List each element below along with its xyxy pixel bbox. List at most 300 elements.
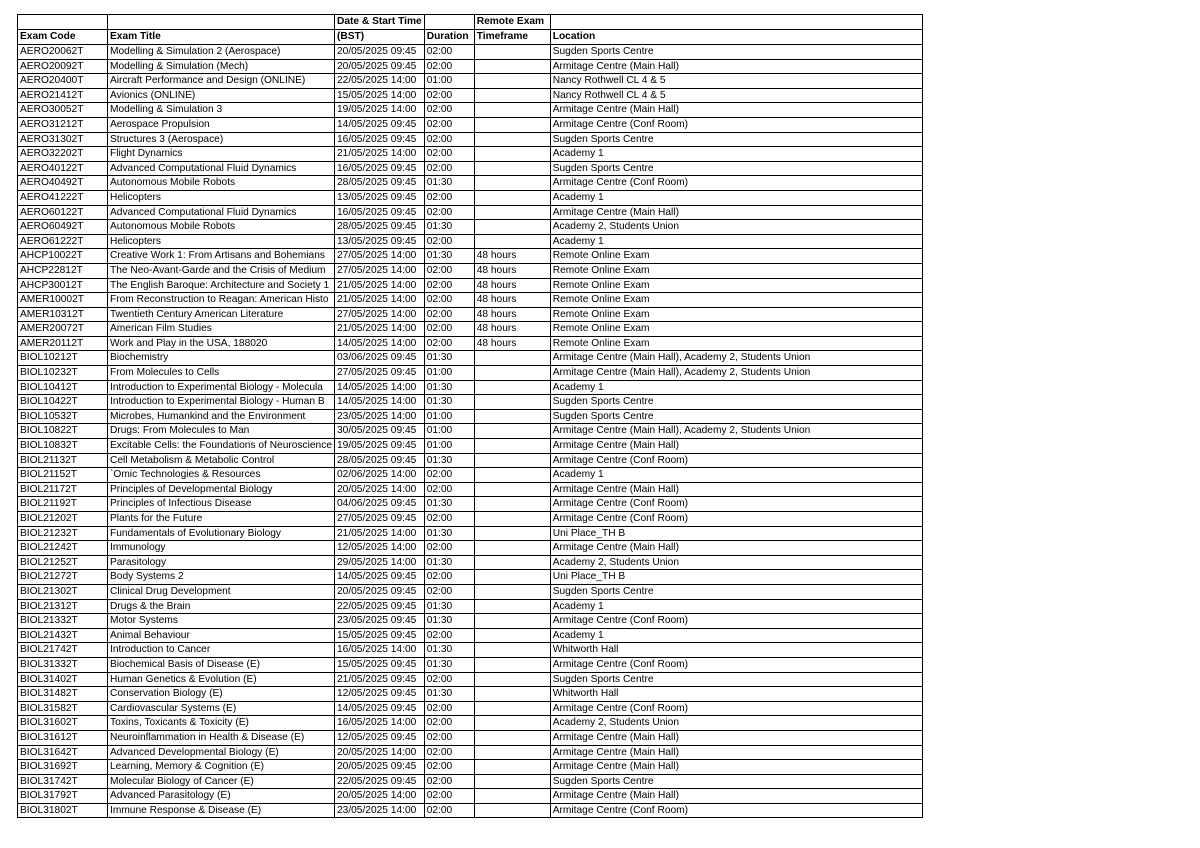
- cell-location: Academy 2, Students Union: [550, 220, 922, 235]
- table-row: [18, 482, 923, 497]
- cell-remote-timeframe: [474, 716, 550, 731]
- table-row: [18, 351, 923, 366]
- cell-exam-code: AERO21412T: [18, 88, 108, 103]
- table-row: [18, 512, 923, 527]
- cell-duration: 01:30: [424, 380, 474, 395]
- header-location: Location: [550, 30, 922, 45]
- cell-remote-timeframe: [474, 526, 550, 541]
- cell-remote-timeframe: [474, 439, 550, 454]
- table-row: [18, 249, 923, 264]
- cell-date-start: 21/05/2025 14:00: [334, 147, 424, 162]
- cell-exam-code: AERO20092T: [18, 59, 108, 74]
- cell-date-start: 22/05/2025 14:00: [334, 74, 424, 89]
- cell-duration: 01:30: [424, 687, 474, 702]
- cell-date-start: 14/05/2025 09:45: [334, 570, 424, 585]
- cell-location: Armitage Centre (Conf Room): [550, 701, 922, 716]
- cell-duration: 02:00: [424, 628, 474, 643]
- cell-remote-timeframe: [474, 803, 550, 818]
- cell-remote-timeframe: [474, 614, 550, 629]
- cell-exam-title: Molecular Biology of Cancer (E): [108, 774, 335, 789]
- cell-date-start: 12/05/2025 14:00: [334, 541, 424, 556]
- cell-date-start: 22/05/2025 09:45: [334, 599, 424, 614]
- cell-exam-title: Principles of Infectious Disease: [108, 497, 335, 512]
- header-location-spacer: [550, 15, 922, 30]
- table-row: [18, 234, 923, 249]
- table-row: [18, 584, 923, 599]
- cell-location: Remote Online Exam: [550, 249, 922, 264]
- cell-exam-code: BIOL10532T: [18, 409, 108, 424]
- header-exam-title: Exam Title: [108, 30, 335, 45]
- cell-location: Academy 2, Students Union: [550, 716, 922, 731]
- cell-remote-timeframe: [474, 45, 550, 60]
- cell-duration: 01:00: [424, 74, 474, 89]
- table-row: [18, 205, 923, 220]
- cell-exam-title: Aerospace Propulsion: [108, 117, 335, 132]
- cell-duration: 01:30: [424, 176, 474, 191]
- cell-location: Armitage Centre (Main Hall): [550, 59, 922, 74]
- cell-remote-timeframe: [474, 117, 550, 132]
- cell-duration: 02:00: [424, 59, 474, 74]
- cell-exam-code: BIOL21302T: [18, 584, 108, 599]
- cell-exam-title: Fundamentals of Evolutionary Biology: [108, 526, 335, 541]
- cell-exam-title: The Neo-Avant-Garde and the Crisis of Medium: [108, 263, 335, 278]
- cell-remote-timeframe: [474, 468, 550, 483]
- cell-remote-timeframe: [474, 628, 550, 643]
- cell-date-start: 20/05/2025 09:45: [334, 584, 424, 599]
- cell-date-start: 16/05/2025 14:00: [334, 716, 424, 731]
- cell-exam-title: Toxins, Toxicants & Toxicity (E): [108, 716, 335, 731]
- cell-remote-timeframe: [474, 672, 550, 687]
- cell-remote-timeframe: [474, 453, 550, 468]
- exam-timetable: [17, 14, 923, 818]
- cell-date-start: 27/05/2025 14:00: [334, 263, 424, 278]
- cell-date-start: 21/05/2025 14:00: [334, 293, 424, 308]
- cell-location: Armitage Centre (Main Hall): [550, 205, 922, 220]
- table-row: [18, 161, 923, 176]
- cell-exam-code: BIOL31602T: [18, 716, 108, 731]
- cell-exam-code: BIOL10822T: [18, 424, 108, 439]
- cell-exam-code: BIOL31482T: [18, 687, 108, 702]
- cell-remote-timeframe: [474, 584, 550, 599]
- cell-duration: 02:00: [424, 88, 474, 103]
- cell-exam-title: Avionics (ONLINE): [108, 88, 335, 103]
- cell-exam-title: Biochemistry: [108, 351, 335, 366]
- cell-date-start: 02/06/2025 14:00: [334, 468, 424, 483]
- header-date-line2: (BST): [334, 30, 424, 45]
- table-row: [18, 526, 923, 541]
- cell-remote-timeframe: 48 hours: [474, 293, 550, 308]
- cell-date-start: 16/05/2025 14:00: [334, 643, 424, 658]
- cell-duration: 02:00: [424, 672, 474, 687]
- cell-exam-title: The English Baroque: Architecture and Society 1: [108, 278, 335, 293]
- cell-duration: 01:30: [424, 249, 474, 264]
- cell-exam-title: Modelling & Simulation 2 (Aerospace): [108, 45, 335, 60]
- cell-location: Armitage Centre (Main Hall): [550, 541, 922, 556]
- cell-exam-code: AMER20112T: [18, 336, 108, 351]
- table-row: [18, 424, 923, 439]
- cell-location: Armitage Centre (Main Hall): [550, 789, 922, 804]
- cell-duration: 02:00: [424, 336, 474, 351]
- cell-date-start: 21/05/2025 14:00: [334, 526, 424, 541]
- cell-remote-timeframe: [474, 687, 550, 702]
- table-row: [18, 497, 923, 512]
- cell-date-start: 30/05/2025 09:45: [334, 424, 424, 439]
- cell-date-start: 14/05/2025 14:00: [334, 395, 424, 410]
- cell-exam-code: BIOL10212T: [18, 351, 108, 366]
- cell-location: Academy 1: [550, 190, 922, 205]
- cell-exam-title: From Molecules to Cells: [108, 366, 335, 381]
- table-row: [18, 278, 923, 293]
- cell-exam-code: AERO31302T: [18, 132, 108, 147]
- table-row: [18, 220, 923, 235]
- cell-exam-title: Microbes, Humankind and the Environment: [108, 409, 335, 424]
- cell-location: Academy 1: [550, 599, 922, 614]
- cell-remote-timeframe: 48 hours: [474, 249, 550, 264]
- cell-exam-code: BIOL10232T: [18, 366, 108, 381]
- cell-exam-code: BIOL21312T: [18, 599, 108, 614]
- cell-date-start: 03/06/2025 09:45: [334, 351, 424, 366]
- cell-duration: 01:30: [424, 220, 474, 235]
- cell-location: Armitage Centre (Main Hall): [550, 730, 922, 745]
- cell-location: Academy 1: [550, 628, 922, 643]
- cell-exam-title: Immunology: [108, 541, 335, 556]
- cell-exam-code: AERO40122T: [18, 161, 108, 176]
- cell-exam-code: BIOL21132T: [18, 453, 108, 468]
- cell-exam-code: BIOL21152T: [18, 468, 108, 483]
- cell-duration: 02:00: [424, 263, 474, 278]
- cell-exam-title: American Film Studies: [108, 322, 335, 337]
- cell-exam-code: BIOL21232T: [18, 526, 108, 541]
- cell-exam-code: AERO20062T: [18, 45, 108, 60]
- cell-date-start: 16/05/2025 09:45: [334, 161, 424, 176]
- cell-exam-title: Animal Behaviour: [108, 628, 335, 643]
- cell-location: Remote Online Exam: [550, 307, 922, 322]
- cell-remote-timeframe: 48 hours: [474, 263, 550, 278]
- cell-location: Armitage Centre (Main Hall), Academy 2, Students Union: [550, 424, 922, 439]
- cell-date-start: 28/05/2025 09:45: [334, 176, 424, 191]
- cell-exam-code: BIOL21742T: [18, 643, 108, 658]
- cell-exam-title: Advanced Computational Fluid Dynamics: [108, 205, 335, 220]
- cell-duration: 02:00: [424, 307, 474, 322]
- header-duration: Duration: [424, 30, 474, 45]
- cell-exam-code: BIOL31642T: [18, 745, 108, 760]
- table-row: [18, 453, 923, 468]
- cell-exam-title: Conservation Biology (E): [108, 687, 335, 702]
- table-row: [18, 147, 923, 162]
- cell-duration: 02:00: [424, 468, 474, 483]
- cell-location: Sugden Sports Centre: [550, 672, 922, 687]
- cell-duration: 02:00: [424, 132, 474, 147]
- cell-duration: 01:30: [424, 555, 474, 570]
- cell-exam-code: BIOL31802T: [18, 803, 108, 818]
- cell-remote-timeframe: [474, 570, 550, 585]
- table-row: [18, 555, 923, 570]
- table-header: [18, 15, 923, 45]
- cell-duration: 02:00: [424, 760, 474, 775]
- cell-location: Armitage Centre (Main Hall), Academy 2, Students Union: [550, 366, 922, 381]
- cell-exam-title: Cardiovascular Systems (E): [108, 701, 335, 716]
- cell-duration: 01:00: [424, 366, 474, 381]
- cell-date-start: 21/05/2025 14:00: [334, 278, 424, 293]
- cell-exam-title: Neuroinflammation in Health & Disease (E): [108, 730, 335, 745]
- cell-date-start: 12/05/2025 09:45: [334, 730, 424, 745]
- cell-remote-timeframe: [474, 482, 550, 497]
- cell-location: Armitage Centre (Conf Room): [550, 657, 922, 672]
- cell-exam-title: Motor Systems: [108, 614, 335, 629]
- cell-duration: 02:00: [424, 147, 474, 162]
- cell-location: Remote Online Exam: [550, 336, 922, 351]
- cell-duration: 02:00: [424, 716, 474, 731]
- table-row: [18, 263, 923, 278]
- cell-exam-title: Immune Response & Disease (E): [108, 803, 335, 818]
- cell-exam-title: Aircraft Performance and Design (ONLINE): [108, 74, 335, 89]
- cell-date-start: 27/05/2025 09:45: [334, 366, 424, 381]
- cell-location: Academy 1: [550, 147, 922, 162]
- cell-date-start: 14/05/2025 14:00: [334, 380, 424, 395]
- cell-remote-timeframe: [474, 161, 550, 176]
- table-row: [18, 774, 923, 789]
- table-row: [18, 307, 923, 322]
- cell-exam-code: AMER10002T: [18, 293, 108, 308]
- cell-date-start: 23/05/2025 09:45: [334, 614, 424, 629]
- cell-exam-title: Learning, Memory & Cognition (E): [108, 760, 335, 775]
- cell-duration: 01:30: [424, 643, 474, 658]
- table-row: [18, 614, 923, 629]
- table-row: [18, 803, 923, 818]
- cell-exam-title: Human Genetics & Evolution (E): [108, 672, 335, 687]
- cell-duration: 02:00: [424, 482, 474, 497]
- table-row: [18, 628, 923, 643]
- cell-exam-title: Modelling & Simulation (Mech): [108, 59, 335, 74]
- cell-remote-timeframe: [474, 366, 550, 381]
- cell-location: Armitage Centre (Main Hall): [550, 482, 922, 497]
- cell-location: Armitage Centre (Main Hall), Academy 2, Students Union: [550, 351, 922, 366]
- cell-duration: 02:00: [424, 803, 474, 818]
- cell-duration: 01:30: [424, 395, 474, 410]
- cell-exam-title: Plants for the Future: [108, 512, 335, 527]
- cell-location: Academy 1: [550, 234, 922, 249]
- table-row: [18, 74, 923, 89]
- cell-location: Armitage Centre (Main Hall): [550, 760, 922, 775]
- cell-exam-code: BIOL10422T: [18, 395, 108, 410]
- cell-date-start: 14/05/2025 09:45: [334, 701, 424, 716]
- cell-exam-title: Twentieth Century American Literature: [108, 307, 335, 322]
- cell-remote-timeframe: [474, 424, 550, 439]
- cell-remote-timeframe: [474, 643, 550, 658]
- cell-date-start: 27/05/2025 14:00: [334, 307, 424, 322]
- cell-date-start: 12/05/2025 09:45: [334, 687, 424, 702]
- cell-duration: 02:00: [424, 117, 474, 132]
- cell-remote-timeframe: [474, 234, 550, 249]
- cell-date-start: 20/05/2025 09:45: [334, 760, 424, 775]
- cell-location: Academy 1: [550, 380, 922, 395]
- cell-date-start: 28/05/2025 09:45: [334, 453, 424, 468]
- table-row: [18, 672, 923, 687]
- table-row: [18, 366, 923, 381]
- cell-exam-title: Parasitology: [108, 555, 335, 570]
- cell-date-start: 19/05/2025 09:45: [334, 439, 424, 454]
- cell-exam-code: AERO60492T: [18, 220, 108, 235]
- table-row: [18, 117, 923, 132]
- cell-exam-title: Autonomous Mobile Robots: [108, 176, 335, 191]
- cell-remote-timeframe: [474, 730, 550, 745]
- table-row: [18, 468, 923, 483]
- header-code-spacer: [18, 15, 108, 30]
- cell-exam-code: AERO30052T: [18, 103, 108, 118]
- cell-exam-code: BIOL21332T: [18, 614, 108, 629]
- cell-exam-code: BIOL31332T: [18, 657, 108, 672]
- cell-duration: 01:30: [424, 614, 474, 629]
- cell-duration: 01:30: [424, 497, 474, 512]
- cell-duration: 02:00: [424, 584, 474, 599]
- table-row: [18, 701, 923, 716]
- cell-exam-title: From Reconstruction to Reagan: American Histo: [108, 293, 335, 308]
- cell-exam-code: BIOL21432T: [18, 628, 108, 643]
- table-row: [18, 687, 923, 702]
- cell-exam-code: BIOL31612T: [18, 730, 108, 745]
- cell-exam-title: Drugs: From Molecules to Man: [108, 424, 335, 439]
- cell-exam-code: AERO41222T: [18, 190, 108, 205]
- cell-duration: 02:00: [424, 234, 474, 249]
- table-row: [18, 789, 923, 804]
- cell-location: Sugden Sports Centre: [550, 132, 922, 147]
- cell-exam-title: Introduction to Experimental Biology - Human B: [108, 395, 335, 410]
- cell-duration: 01:00: [424, 439, 474, 454]
- cell-date-start: 20/05/2025 14:00: [334, 482, 424, 497]
- table-row: [18, 45, 923, 60]
- cell-remote-timeframe: 48 hours: [474, 307, 550, 322]
- table-row: [18, 745, 923, 760]
- cell-date-start: 21/05/2025 14:00: [334, 322, 424, 337]
- cell-date-start: 15/05/2025 09:45: [334, 628, 424, 643]
- table-row: [18, 409, 923, 424]
- cell-duration: 02:00: [424, 512, 474, 527]
- header-exam-code: Exam Code: [18, 30, 108, 45]
- header-date-line1: Date & Start Time: [334, 15, 424, 30]
- cell-exam-code: BIOL31692T: [18, 760, 108, 775]
- table-row: [18, 88, 923, 103]
- cell-date-start: 23/05/2025 14:00: [334, 409, 424, 424]
- cell-duration: 02:00: [424, 190, 474, 205]
- cell-exam-code: AHCP10022T: [18, 249, 108, 264]
- cell-remote-timeframe: [474, 512, 550, 527]
- cell-exam-code: BIOL31582T: [18, 701, 108, 716]
- cell-exam-code: BIOL21202T: [18, 512, 108, 527]
- cell-exam-title: Clinical Drug Development: [108, 584, 335, 599]
- cell-location: Remote Online Exam: [550, 278, 922, 293]
- cell-exam-code: AERO61222T: [18, 234, 108, 249]
- cell-duration: 02:00: [424, 278, 474, 293]
- cell-location: Academy 2, Students Union: [550, 555, 922, 570]
- cell-duration: 01:00: [424, 424, 474, 439]
- cell-location: Nancy Rothwell CL 4 & 5: [550, 74, 922, 89]
- cell-date-start: 23/05/2025 14:00: [334, 803, 424, 818]
- cell-remote-timeframe: [474, 88, 550, 103]
- cell-remote-timeframe: [474, 555, 550, 570]
- cell-exam-title: Biochemical Basis of Disease (E): [108, 657, 335, 672]
- cell-date-start: 22/05/2025 09:45: [334, 774, 424, 789]
- cell-location: Uni Place_TH B: [550, 570, 922, 585]
- cell-exam-title: Autonomous Mobile Robots: [108, 220, 335, 235]
- cell-location: Armitage Centre (Conf Room): [550, 176, 922, 191]
- cell-remote-timeframe: [474, 599, 550, 614]
- cell-date-start: 20/05/2025 09:45: [334, 45, 424, 60]
- cell-exam-title: Advanced Parasitology (E): [108, 789, 335, 804]
- table-row: [18, 380, 923, 395]
- cell-exam-code: BIOL21192T: [18, 497, 108, 512]
- cell-exam-title: Flight Dynamics: [108, 147, 335, 162]
- cell-date-start: 16/05/2025 09:45: [334, 205, 424, 220]
- table-row: [18, 439, 923, 454]
- cell-remote-timeframe: [474, 351, 550, 366]
- cell-duration: 01:30: [424, 657, 474, 672]
- cell-remote-timeframe: [474, 774, 550, 789]
- cell-exam-title: Modelling & Simulation 3: [108, 103, 335, 118]
- cell-location: Remote Online Exam: [550, 322, 922, 337]
- table-row: [18, 322, 923, 337]
- cell-remote-timeframe: 48 hours: [474, 336, 550, 351]
- cell-exam-title: Introduction to Cancer: [108, 643, 335, 658]
- cell-remote-timeframe: [474, 380, 550, 395]
- cell-exam-code: AHCP22812T: [18, 263, 108, 278]
- cell-date-start: 13/05/2025 09:45: [334, 190, 424, 205]
- cell-date-start: 15/05/2025 14:00: [334, 88, 424, 103]
- cell-location: Remote Online Exam: [550, 293, 922, 308]
- cell-date-start: 16/05/2025 09:45: [334, 132, 424, 147]
- cell-exam-title: Work and Play in the USA, 188020: [108, 336, 335, 351]
- cell-duration: 02:00: [424, 45, 474, 60]
- cell-exam-code: AHCP30012T: [18, 278, 108, 293]
- cell-exam-title: Cell Metabolism & Metabolic Control: [108, 453, 335, 468]
- cell-date-start: 13/05/2025 09:45: [334, 234, 424, 249]
- table-row: [18, 570, 923, 585]
- cell-exam-code: BIOL10412T: [18, 380, 108, 395]
- cell-remote-timeframe: [474, 220, 550, 235]
- table-row: [18, 293, 923, 308]
- cell-duration: 02:00: [424, 205, 474, 220]
- cell-exam-code: BIOL31742T: [18, 774, 108, 789]
- cell-location: Nancy Rothwell CL 4 & 5: [550, 88, 922, 103]
- cell-date-start: 20/05/2025 14:00: [334, 789, 424, 804]
- table-row: [18, 59, 923, 74]
- table-row: [18, 395, 923, 410]
- cell-location: Armitage Centre (Conf Room): [550, 117, 922, 132]
- cell-exam-code: AERO32202T: [18, 147, 108, 162]
- cell-exam-title: Helicopters: [108, 234, 335, 249]
- cell-remote-timeframe: [474, 541, 550, 556]
- cell-exam-title: Introduction to Experimental Biology - Molecula: [108, 380, 335, 395]
- header-remote-line1: Remote Exam: [474, 15, 550, 30]
- cell-duration: 01:30: [424, 453, 474, 468]
- cell-location: Sugden Sports Centre: [550, 584, 922, 599]
- cell-exam-code: BIOL21172T: [18, 482, 108, 497]
- cell-exam-title: Drugs & the Brain: [108, 599, 335, 614]
- cell-date-start: 27/05/2025 14:00: [334, 249, 424, 264]
- cell-location: Sugden Sports Centre: [550, 161, 922, 176]
- cell-location: Armitage Centre (Main Hall): [550, 103, 922, 118]
- cell-remote-timeframe: [474, 395, 550, 410]
- table-row: [18, 730, 923, 745]
- table-row: [18, 336, 923, 351]
- cell-exam-title: Advanced Developmental Biology (E): [108, 745, 335, 760]
- header-remote-line2: Timeframe: [474, 30, 550, 45]
- cell-date-start: 27/05/2025 09:45: [334, 512, 424, 527]
- cell-location: Sugden Sports Centre: [550, 774, 922, 789]
- cell-date-start: 15/05/2025 09:45: [334, 657, 424, 672]
- cell-location: Uni Place_TH B: [550, 526, 922, 541]
- cell-location: Sugden Sports Centre: [550, 45, 922, 60]
- cell-remote-timeframe: 48 hours: [474, 278, 550, 293]
